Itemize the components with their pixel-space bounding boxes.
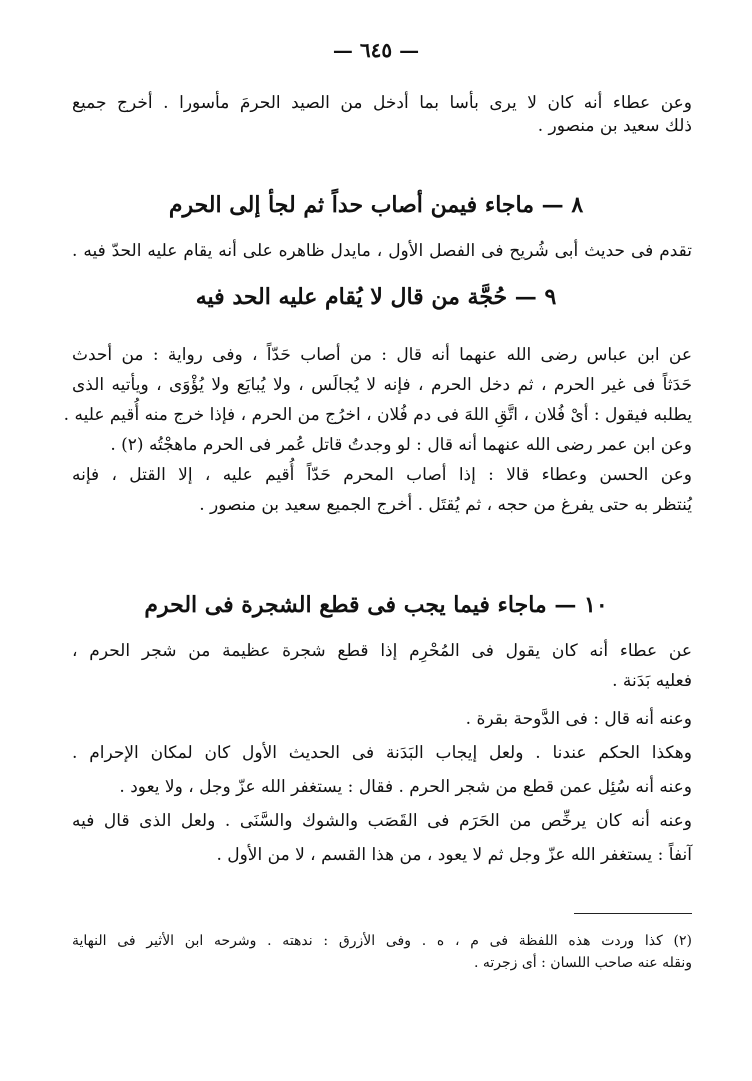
footnote [72,930,692,974]
text-line: تقدم فى حديث أبى شُريح فى الفصل الأول ، مايدل ظاهره على أنه يقام عليه الحدّ فيه . [72,241,692,261]
text-line: وعنه أنه كان يرخِّص من الحَرَم فى القَصَب والشوك والسَّنَى . ولعل الذى قال فيه [72,811,692,831]
text-line: وعن ابن عمر رضى الله عنهما أنه قال : لو وجدتُ قاتل عُمر فى الحرم ماهجْتُه (٢) . [110,435,692,455]
text-line: عن ابن عباس رضى الله عنهما أنه قال : من أصاب حَدّاً ، وفى رواية : من أحدث [72,345,692,365]
section-heading-8: ٨ — ماجاء فيمن أصاب حداً ثم لجأ إلى الحرم [168,192,584,218]
footnote-divider [574,913,692,914]
text-line: حَدَثاً فى غير الحرم ، ثم دخل الحرم ، فإنه لا يُجالَس ، ولا يُبايَع ولا يُؤْوَى ، ويأتيه الذى [72,375,692,395]
text-line: يطلبه فيقول : أىْ فُلان ، اتَّقِ اللهَ فى دم فُلان ، اخرُج من الحرم ، فإذا خرج منه أُقيم عليه . [63,405,692,425]
section-heading-9: ٩ — حُجَّة من قال لا يُقام عليه الحد فيه [195,284,557,310]
text-line: وعن الحسن وعطاء قالا : إذا أصاب المحرم حَدّاً أُقيم عليه ، إلا القتل ، فإنه [72,465,692,485]
footnote-line: (٢) كذا وردت هذه اللفظة فى م ، ه . وفى الأزرق : ندهته . وشرحه ابن الأثير فى النهاية [72,933,692,949]
footnote-line: ونقله عنه صاحب اللسان : أى زجرته . [473,955,692,971]
text-line: وعنه أنه قال : فى الدَّوحة بقرة . [465,709,692,729]
section-10-body [72,636,692,872]
text-line: يُنتظر به حتى يفرغ من حجه ، ثم يُقتَل . أخرج الجميع سعيد بن منصور . [199,495,692,515]
text-line: آنفاً : يستغفر الله عزّ وجل ثم لا يعود ، من هذا القسم ، لا من الأول . [216,845,692,865]
page-number: — ٦٤٥ — [332,38,420,62]
text-line: فعليه بَدَنة . [612,671,692,691]
section-9-body [63,340,692,520]
text-line: عن عطاء أنه كان يقول فى المُحْرِم إذا قطع شجرة عظيمة من شجر الحرم ، [72,641,692,661]
section-8-body [72,240,692,263]
text-line: وعن عطاء أنه كان لا يرى بأسا بما أدخل من الصيد الحرمَ مأسورا . أخرج جميع [72,93,692,113]
text-line: وعنه أنه سُئِل عمن قطع من شجر الحرم . فقال : يستغفر الله عزّ وجل ، ولا يعود . [119,777,692,797]
intro-paragraph [72,92,692,138]
text-line: وهكذا الحكم عندنا . ولعل إيجاب البَدَنة فى الحديث الأول كان لمكان الإحرام . [72,743,692,763]
text-line: ذلك سعيد بن منصور . [537,116,692,136]
section-heading-10: ١٠ — ماجاء فيما يجب فى قطع الشجرة فى الحرم [144,592,608,618]
